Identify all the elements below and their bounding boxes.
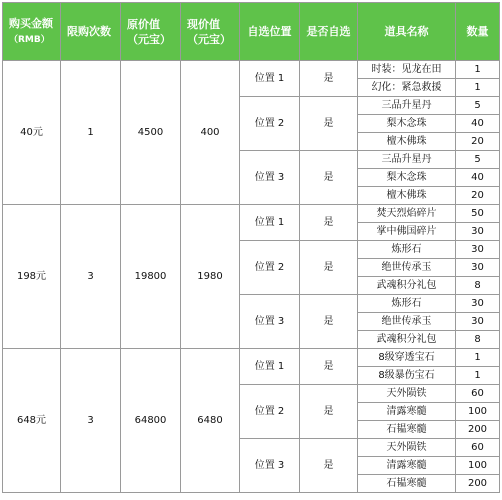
item-quantity: 40 <box>456 169 500 187</box>
item-name: 檀木佛珠 <box>358 133 456 151</box>
item-quantity: 5 <box>456 151 500 169</box>
slot-position: 位置 2 <box>240 241 300 295</box>
slot-position: 位置 2 <box>240 97 300 151</box>
item-quantity: 60 <box>456 439 500 457</box>
header-current: 现价值 （元宝） <box>181 3 240 61</box>
slot-position: 位置 1 <box>240 61 300 97</box>
slot-optional: 是 <box>300 385 358 439</box>
package-original-price: 64800 <box>121 349 181 493</box>
header-quantity: 数量 <box>456 3 500 61</box>
package-current-price: 400 <box>181 61 240 205</box>
slot-optional: 是 <box>300 61 358 97</box>
slot-position: 位置 1 <box>240 349 300 385</box>
item-name: 绝世传承玉 <box>358 259 456 277</box>
header-item-name: 道具名称 <box>358 3 456 61</box>
item-name: 炼形石 <box>358 241 456 259</box>
item-name: 8级暴伤宝石 <box>358 367 456 385</box>
item-quantity: 60 <box>456 385 500 403</box>
package-current-price: 1980 <box>181 205 240 349</box>
item-name: 梨木念珠 <box>358 169 456 187</box>
item-quantity: 30 <box>456 295 500 313</box>
item-quantity: 50 <box>456 205 500 223</box>
slot-optional: 是 <box>300 241 358 295</box>
item-quantity: 8 <box>456 277 500 295</box>
item-quantity: 1 <box>456 61 500 79</box>
item-name: 天外陨铁 <box>358 385 456 403</box>
slot-position: 位置 1 <box>240 205 300 241</box>
item-quantity: 1 <box>456 349 500 367</box>
item-quantity: 20 <box>456 133 500 151</box>
slot-optional: 是 <box>300 151 358 205</box>
item-quantity: 200 <box>456 421 500 439</box>
item-name: 时装：见龙在田 <box>358 61 456 79</box>
package-limit: 1 <box>61 61 121 205</box>
item-name: 掌中佛国碎片 <box>358 223 456 241</box>
slot-optional: 是 <box>300 205 358 241</box>
header-amount: 购买金额 （RMB） <box>3 3 61 61</box>
item-quantity: 30 <box>456 313 500 331</box>
item-name: 石韫寒髓 <box>358 475 456 493</box>
item-quantity: 30 <box>456 259 500 277</box>
item-name: 炼形石 <box>358 295 456 313</box>
slot-position: 位置 3 <box>240 439 300 493</box>
package-amount: 648元 <box>3 349 61 493</box>
item-quantity: 30 <box>456 223 500 241</box>
item-quantity: 1 <box>456 79 500 97</box>
item-name: 焚天烈焰碎片 <box>358 205 456 223</box>
package-limit: 3 <box>61 205 121 349</box>
item-name: 幻化：紧急救援 <box>358 79 456 97</box>
item-quantity: 8 <box>456 331 500 349</box>
slot-optional: 是 <box>300 295 358 349</box>
item-name: 天外陨铁 <box>358 439 456 457</box>
item-name: 三品升星丹 <box>358 151 456 169</box>
slot-optional: 是 <box>300 97 358 151</box>
item-name: 武魂积分礼包 <box>358 277 456 295</box>
item-quantity: 30 <box>456 241 500 259</box>
slot-position: 位置 3 <box>240 151 300 205</box>
item-quantity: 200 <box>456 475 500 493</box>
item-quantity: 100 <box>456 457 500 475</box>
package-limit: 3 <box>61 349 121 493</box>
package-original-price: 19800 <box>121 205 181 349</box>
package-table <box>2 2 500 493</box>
slot-position: 位置 3 <box>240 295 300 349</box>
slot-optional: 是 <box>300 439 358 493</box>
package-current-price: 6480 <box>181 349 240 493</box>
slot-position: 位置 2 <box>240 385 300 439</box>
package-amount: 40元 <box>3 61 61 205</box>
header-limit: 限购次数 <box>61 3 121 61</box>
item-quantity: 40 <box>456 115 500 133</box>
item-quantity: 100 <box>456 403 500 421</box>
header-row <box>3 3 500 61</box>
item-name: 梨木念珠 <box>358 115 456 133</box>
item-quantity: 20 <box>456 187 500 205</box>
item-quantity: 5 <box>456 97 500 115</box>
item-name: 清露寒髓 <box>358 457 456 475</box>
item-name: 檀木佛珠 <box>358 187 456 205</box>
package-amount: 198元 <box>3 205 61 349</box>
item-name: 绝世传承玉 <box>358 313 456 331</box>
item-name: 三品升星丹 <box>358 97 456 115</box>
slot-optional: 是 <box>300 349 358 385</box>
table-row <box>3 349 500 367</box>
table-row <box>3 205 500 223</box>
item-quantity: 1 <box>456 367 500 385</box>
table-row <box>3 61 500 79</box>
header-optional: 是否自选 <box>300 3 358 61</box>
item-name: 石韫寒髓 <box>358 421 456 439</box>
item-name: 8级穿透宝石 <box>358 349 456 367</box>
item-name: 武魂积分礼包 <box>358 331 456 349</box>
header-position: 自选位置 <box>240 3 300 61</box>
package-original-price: 4500 <box>121 61 181 205</box>
item-name: 清露寒髓 <box>358 403 456 421</box>
header-original: 原价值 （元宝） <box>121 3 181 61</box>
